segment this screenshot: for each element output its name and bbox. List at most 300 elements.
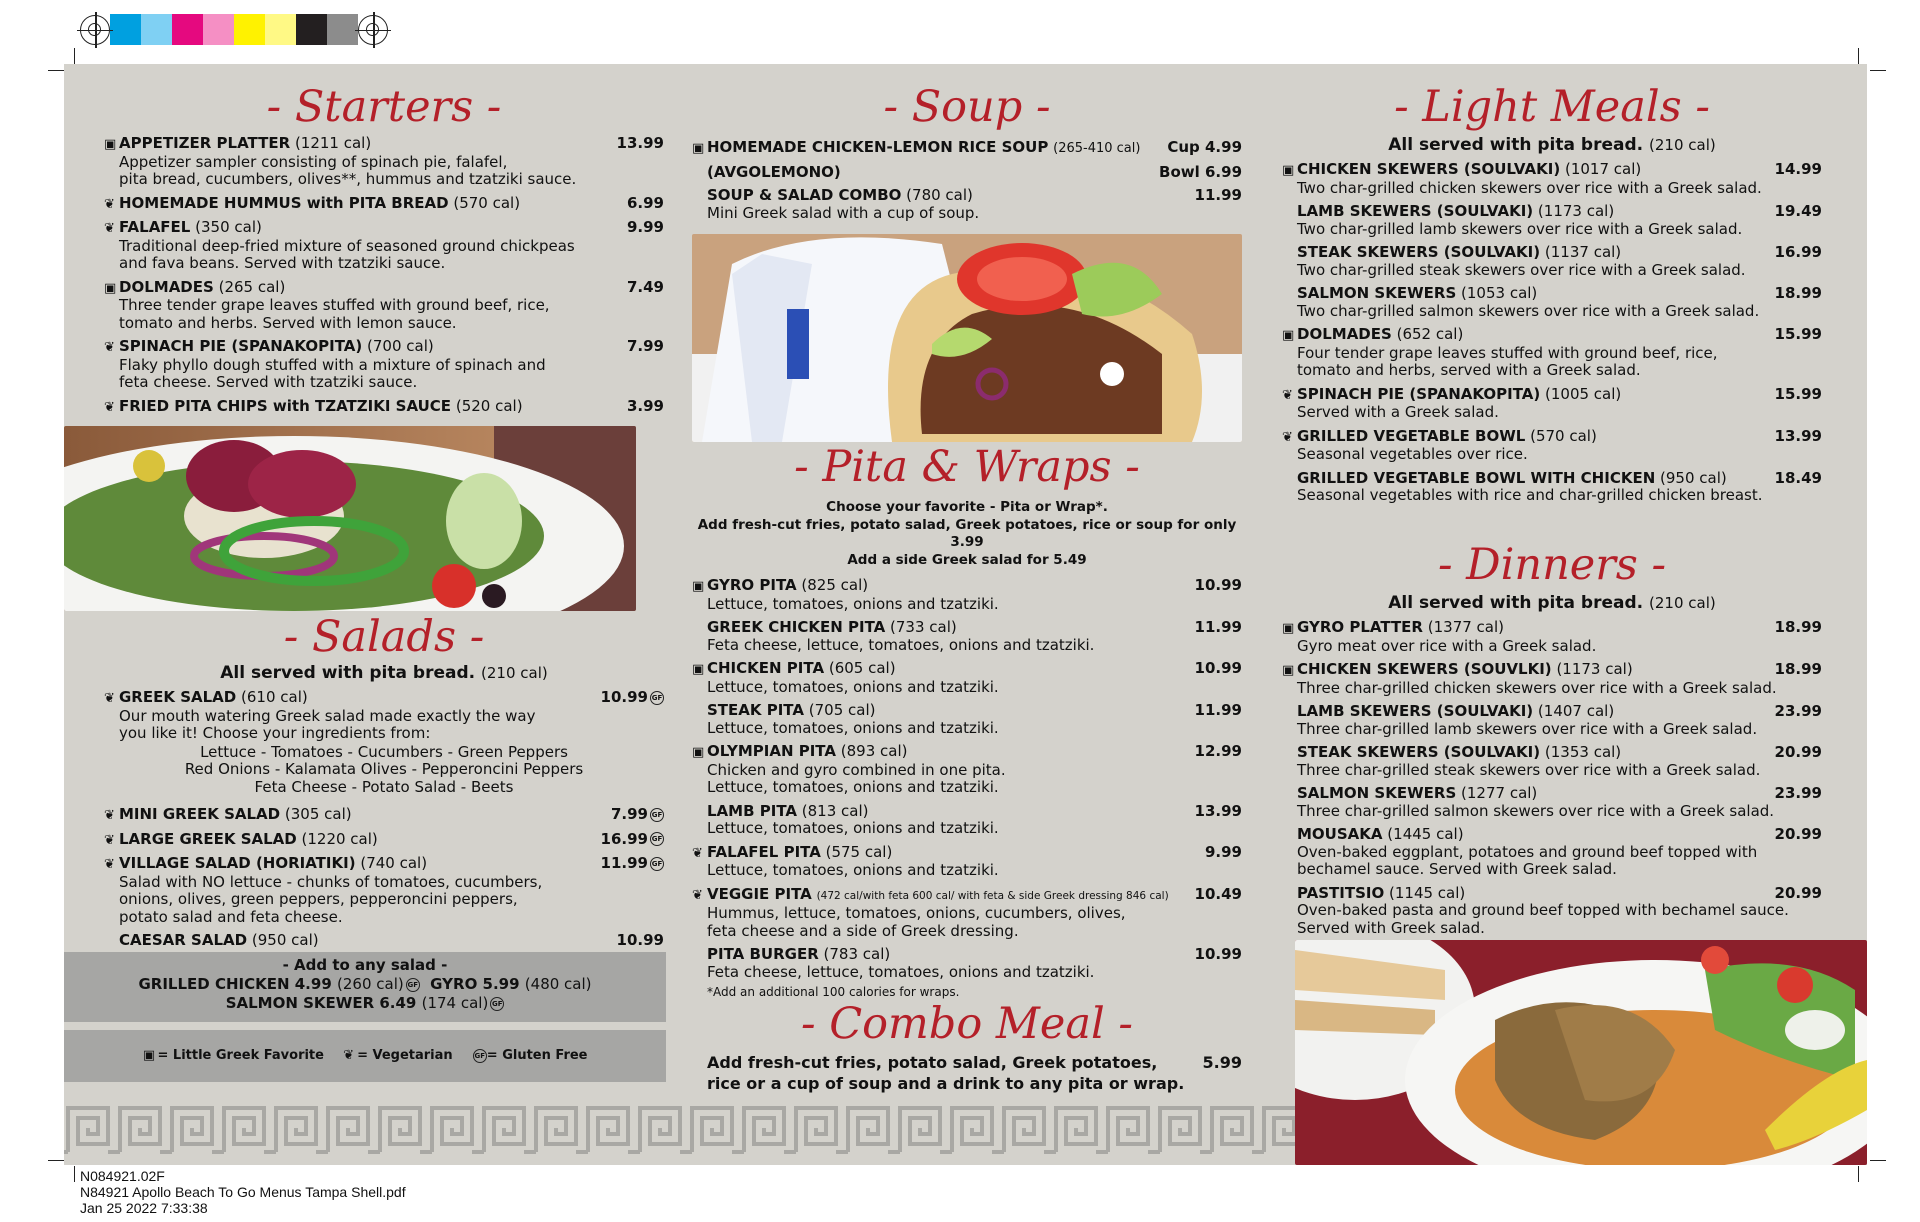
item-desc <box>1282 303 1822 321</box>
item-desc-line: Appetizer sampler consisting of spinach pie, falafel, <box>119 152 508 171</box>
color-swatch <box>265 14 296 45</box>
menu-item <box>104 279 664 333</box>
item-cal: (950 cal) <box>251 931 319 949</box>
item-desc <box>692 637 1242 655</box>
item-desc-line: Lettuce, tomatoes, onions and tzatziki. <box>707 718 999 737</box>
item-desc <box>104 708 664 743</box>
menu-item <box>692 660 1242 696</box>
color-swatch <box>327 14 358 45</box>
item-price <box>627 219 664 237</box>
favorite-icon: ▣ <box>692 141 705 156</box>
item-name: LAMB SKEWERS (SOULVAKI) <box>1297 202 1534 220</box>
menu-item <box>104 195 664 214</box>
gluten-free-icon: GF <box>406 978 420 992</box>
item-name: DOLMADES <box>119 277 214 296</box>
item-price <box>1775 661 1822 679</box>
item-desc <box>1282 221 1822 239</box>
menu-item <box>1282 703 1822 738</box>
item-desc <box>692 679 1242 697</box>
item-cal: (520 cal) <box>455 396 523 415</box>
wraps-intro-line: Add a side Greek salad for 5.49 <box>847 551 1087 568</box>
item-desc-line: Feta cheese, lettuce, tomatoes, onions and tzatziki. <box>707 635 1095 654</box>
item-name: FRIED PITA CHIPS with TZATZIKI SAUCE <box>119 396 452 415</box>
salad-photo <box>64 426 636 611</box>
item-price-value: 20.99 <box>1774 883 1822 902</box>
light-meals-subtitle <box>1282 135 1822 155</box>
item-price <box>601 831 664 849</box>
crop-mark <box>1858 1166 1859 1182</box>
leaf-icon: ❦ <box>104 832 115 848</box>
item-price <box>601 689 664 707</box>
starters-list <box>104 135 664 416</box>
item-name: SPINACH PIE (SPANAKOPITA) <box>1297 384 1541 403</box>
item-desc-line: onions, olives, green peppers, pepperoncini peppers, <box>119 890 518 908</box>
item-desc-line: tomato and herbs. Served with lemon sauce. <box>119 313 457 332</box>
item-name: CHICKEN PITA <box>707 659 825 677</box>
salad-addon-box <box>64 952 666 1022</box>
menu-sheet <box>64 64 1867 1165</box>
menu-item <box>104 932 664 950</box>
leaf-icon: ❦ <box>104 196 115 212</box>
item-desc-line: Lettuce, tomatoes, onions and tzatziki. <box>707 861 999 879</box>
item-name: APPETIZER PLATTER <box>119 134 291 152</box>
item-desc <box>1282 180 1822 198</box>
item-desc-line: potato salad and feta cheese. <box>119 907 343 926</box>
item-name: VEGGIE PITA <box>707 884 812 903</box>
menu-item <box>1282 470 1822 505</box>
dinners-heading: - Dinners - <box>1437 540 1667 590</box>
item-cal: (705 cal) <box>808 701 876 719</box>
favorite-icon: ▣ <box>692 662 705 677</box>
crop-mark <box>48 1160 64 1161</box>
footer-job-number: N084921.02F <box>80 1168 165 1184</box>
item-price-value: 7.99 <box>626 337 664 355</box>
item-price <box>1775 744 1822 762</box>
item-price-value: 10.99 <box>1194 576 1242 594</box>
wraps-intro <box>692 499 1242 569</box>
print-footer <box>80 1168 406 1216</box>
salad-ingredients <box>104 744 664 797</box>
item-cal: (1173 cal) <box>1537 202 1615 220</box>
color-swatch <box>110 14 141 45</box>
item-price-value: 6.99 <box>626 193 664 212</box>
item-desc <box>692 964 1242 982</box>
item-desc-line: you like it! Choose your ingredients from: <box>119 724 431 742</box>
item-desc <box>104 874 664 927</box>
leaf-icon: ❦ <box>1282 387 1293 403</box>
item-desc <box>692 720 1242 738</box>
item-price <box>1775 826 1822 844</box>
menu-item <box>1282 661 1822 697</box>
item-desc-line: feta cheese. Served with tzatziki sauce. <box>119 373 418 391</box>
crop-mark <box>74 1166 75 1182</box>
light-meals-heading: - Light Meals - <box>1394 82 1710 132</box>
color-swatch <box>141 14 172 45</box>
item-price-value: 13.99 <box>1194 801 1242 820</box>
favorite-icon: ▣ <box>692 579 705 594</box>
item-price <box>1775 470 1822 488</box>
item-desc-line: pita bread, cucumbers, olives**, hummus and tzatziki sauce. <box>119 170 577 188</box>
item-desc-line: Three char-grilled salmon skewers over rice with a Greek salad. <box>1297 801 1775 820</box>
item-desc-line: Flaky phyllo dough stuffed with a mixture of spinach and <box>119 355 546 374</box>
item-cal: (1053 cal) <box>1461 284 1538 302</box>
item-cal: (1017 cal) <box>1564 160 1642 178</box>
item-desc-line: Gyro meat over rice with a Greek salad. <box>1297 636 1597 655</box>
salads-sub-cal: (210 cal) <box>481 664 548 682</box>
item-desc <box>104 238 664 273</box>
item-name: STEAK SKEWERS (SOULVAKI) <box>1297 743 1541 761</box>
item-price-value: 12.99 <box>1194 742 1242 760</box>
item-cal: (1137 cal) <box>1544 243 1622 261</box>
item-cal: (605 cal) <box>828 659 896 677</box>
favorite-icon: ▣ <box>142 1048 156 1063</box>
light-sub-cal: (210 cal) <box>1649 136 1716 154</box>
item-name: VILLAGE SALAD (HORIATIKI) <box>119 854 356 872</box>
item-desc-line: Seasonal vegetables with rice and char-grilled chicken breast. <box>1297 486 1763 504</box>
item-name: MOUSAKA <box>1297 825 1383 843</box>
menu-item <box>1282 203 1822 238</box>
addon-line <box>64 994 666 1013</box>
item-desc <box>1282 638 1822 656</box>
item-name: SALMON SKEWERS <box>1297 284 1457 302</box>
item-price-value: 18.99 <box>1774 618 1822 636</box>
item-price <box>1195 743 1242 761</box>
item-cal: (950 cal) <box>1660 468 1727 487</box>
color-swatch <box>296 14 327 45</box>
item-price-value: 7.49 <box>626 277 664 296</box>
leaf-icon: ❦ <box>104 340 115 355</box>
item-name: SPINACH PIE (SPANAKOPITA) <box>119 337 363 355</box>
item-desc <box>1282 404 1822 422</box>
item-price <box>1195 702 1242 720</box>
menu-item-greek-salad <box>104 689 664 796</box>
menu-item <box>1282 619 1822 655</box>
menu-item <box>104 855 664 926</box>
item-price-value: 11.99 <box>1194 618 1242 636</box>
gluten-free-icon: GF <box>650 691 664 705</box>
item-desc <box>1282 803 1822 821</box>
color-swatch <box>203 14 234 45</box>
item-price <box>617 135 664 153</box>
item-desc-line: Seasonal vegetables over rice. <box>1297 445 1528 463</box>
item-price: Cup 4.99 <box>1167 138 1242 156</box>
salad-image <box>64 426 636 611</box>
item-desc <box>692 762 1242 797</box>
item-price <box>1195 803 1242 821</box>
item-desc-line: Two char-grilled lamb skewers over rice with a Greek salad. <box>1297 219 1743 238</box>
crop-mark <box>74 48 75 64</box>
crop-mark <box>48 70 64 71</box>
item-cal: (265 cal) <box>218 277 286 296</box>
item-desc <box>1282 262 1822 280</box>
item-desc-line: Three char-grilled lamb skewers over rice with a Greek salad. <box>1297 719 1758 738</box>
crop-mark <box>1858 48 1859 64</box>
salads-list <box>104 806 664 950</box>
color-swatch <box>234 14 265 45</box>
item-price <box>627 338 664 356</box>
dinners-sub-cal: (210 cal) <box>1649 594 1716 612</box>
item-price-value: 10.49 <box>1194 884 1242 903</box>
item-desc <box>1282 487 1822 505</box>
menu-item <box>1282 244 1822 279</box>
item-price: 11.99 <box>1194 186 1242 204</box>
item-price <box>1775 785 1822 803</box>
item-name: CAESAR SALAD <box>119 931 248 949</box>
item-name: LAMB SKEWERS (SOULVAKI) <box>1297 702 1534 720</box>
menu-item <box>104 398 664 417</box>
item-price-value: 14.99 <box>1774 160 1822 178</box>
legend-vegetarian: = Vegetarian <box>357 1048 453 1063</box>
dinners-list <box>1282 619 1822 937</box>
item-price-value: 9.99 <box>1204 842 1242 861</box>
item-desc-line: Oven-baked pasta and ground beef topped with bechamel sauce. <box>1297 901 1789 919</box>
item-name: MINI GREEK SALAD <box>119 805 281 823</box>
item-cal: (1173 cal) <box>1556 660 1633 678</box>
item-cal: (350 cal) <box>195 218 262 236</box>
item-desc <box>1282 902 1822 937</box>
item-price <box>1775 386 1822 404</box>
item-price <box>1195 660 1242 678</box>
item-price-value: 3.99 <box>626 396 664 415</box>
item-price-value: 10.99 <box>616 931 664 949</box>
dinners-subtitle <box>1282 593 1822 613</box>
leaf-icon: ❦ <box>104 691 115 706</box>
item-name: CHICKEN SKEWERS (SOULVAKI) <box>1297 160 1561 178</box>
item-desc <box>1282 762 1822 780</box>
item-desc-line: bechamel sauce. Served with Greek salad. <box>1297 860 1617 878</box>
menu-item <box>1282 785 1822 820</box>
favorite-icon: ▣ <box>1282 163 1295 178</box>
item-name: GYRO PLATTER <box>1297 618 1423 636</box>
item-desc: Mini Greek salad with a cup of soup. <box>707 203 980 222</box>
item-desc-line: Chicken and gyro combined in one pita. <box>707 760 1006 779</box>
salads-subtitle <box>104 663 664 683</box>
menu-item <box>1282 428 1822 464</box>
ingredients-line: Lettuce - Tomatoes - Cucumbers - Green Peppers <box>200 742 568 761</box>
leaf-icon: ❦ <box>692 887 703 903</box>
item-price-value: 16.99 <box>1774 243 1822 261</box>
skewers-image <box>1295 940 1867 1165</box>
addon-gyro: GYRO 5.99 <box>430 975 520 993</box>
item-price <box>1775 326 1822 344</box>
item-cal: (813 cal) <box>801 801 869 820</box>
registration-mark-icon <box>80 15 110 45</box>
menu-item <box>104 219 664 273</box>
item-cal: (783 cal) <box>823 945 891 963</box>
crop-mark <box>1870 70 1886 71</box>
item-desc-line: Hummus, lettuce, tomatoes, onions, cucumbers, olives, <box>707 904 1126 922</box>
item-price <box>1195 886 1242 904</box>
menu-item <box>104 135 664 189</box>
item-price <box>1775 203 1822 221</box>
wraps-note: *Add an additional 100 calories for wraps. <box>707 985 960 999</box>
item-price <box>627 279 664 297</box>
favorite-icon: ▣ <box>104 137 117 152</box>
greek-key-border <box>64 1100 1300 1160</box>
item-name: FALAFEL PITA <box>707 842 821 861</box>
item-name: GYRO PITA <box>707 576 797 594</box>
item-desc-line: Two char-grilled steak skewers over rice with a Greek salad. <box>1297 260 1746 279</box>
wraps-intro-line: Choose your favorite - Pita or Wrap*. <box>826 499 1108 515</box>
salads-heading: - Salads - <box>283 612 485 662</box>
item-name: FALAFEL <box>119 218 191 236</box>
item-name: GRILLED VEGETABLE BOWL <box>1297 426 1526 445</box>
item-cal: (733 cal) <box>890 618 957 636</box>
menu-item <box>1282 826 1822 879</box>
menu-item <box>692 577 1242 613</box>
addon-gyro-cal: (480 cal) <box>524 975 592 993</box>
combo-price: 5.99 <box>1202 1053 1242 1072</box>
item-cal: (305 cal) <box>284 805 352 823</box>
item-desc-line: and fava beans. Served with tzatziki sauce. <box>119 254 446 272</box>
item-cal: (780 cal) <box>906 186 973 204</box>
menu-item <box>104 831 664 850</box>
menu-item <box>1282 326 1822 380</box>
menu-item-soup-salad-combo <box>692 187 1242 222</box>
item-price-value: 10.99 <box>1194 945 1242 963</box>
leaf-icon: ❦ <box>104 857 115 872</box>
item-cal: (1407 cal) <box>1537 702 1615 720</box>
item-price <box>617 932 664 950</box>
item-desc-line: Oven-baked eggplant, potatoes and ground beef topped with <box>1297 842 1758 861</box>
wraps-list <box>692 577 1242 981</box>
item-desc-line: Two char-grilled salmon skewers over rice with a Greek salad. <box>1297 301 1760 320</box>
item-name: STEAK PITA <box>707 701 804 719</box>
ingredients-line: Red Onions - Kalamata Olives - Pepperoncini Peppers <box>184 760 584 778</box>
item-cal: (1377 cal) <box>1427 618 1505 636</box>
item-desc-line: Three char-grilled chicken skewers over rice with a Greek salad. <box>1297 678 1777 697</box>
item-desc <box>692 905 1242 940</box>
item-name: PITA BURGER <box>707 945 819 963</box>
favorite-icon: ▣ <box>1282 621 1295 636</box>
item-cal: (1277 cal) <box>1461 784 1538 802</box>
leaf-icon: ❦ <box>104 808 115 823</box>
item-desc <box>1282 345 1822 380</box>
item-cal: (1353 cal) <box>1544 743 1622 761</box>
skewers-plate-photo <box>1295 940 1867 1165</box>
item-price <box>1195 946 1242 964</box>
item-price-value: 18.99 <box>1774 284 1822 302</box>
item-cal: (1005 cal) <box>1545 384 1622 403</box>
item-price-value: 9.99 <box>626 218 664 236</box>
favorite-icon: ▣ <box>1282 328 1295 343</box>
item-price-value: 11.99 <box>600 854 648 872</box>
item-desc-line: Lettuce, tomatoes, onions and tzatziki. <box>707 594 999 613</box>
item-name: SOUP & SALAD COMBO <box>707 186 902 204</box>
item-price <box>601 855 664 873</box>
item-cal: (700 cal) <box>367 337 434 355</box>
leaf-icon: ❦ <box>1282 429 1293 445</box>
item-name: CHICKEN SKEWERS (SOUVLKI) <box>1297 660 1552 678</box>
item-cal: (610 cal) <box>241 688 308 706</box>
footer-file-name: N84921 Apollo Beach To Go Menus Tampa Shell.pdf <box>80 1184 406 1200</box>
item-price-value: 10.99 <box>600 688 648 706</box>
menu-item <box>692 743 1242 797</box>
item-desc-line: tomato and herbs, served with a Greek salad. <box>1297 361 1641 379</box>
menu-item <box>692 803 1242 838</box>
item-price <box>1775 885 1822 903</box>
menu-item <box>104 806 664 825</box>
combo-line: rice or a cup of soup and a drink to any pita or wrap. <box>707 1074 1185 1093</box>
addon-title: - Add to any salad - <box>282 956 448 974</box>
gluten-free-icon: GF <box>650 808 664 822</box>
gyro-photo <box>692 234 1242 442</box>
menu-item <box>692 619 1242 654</box>
printer-color-bar <box>80 14 388 45</box>
wraps-intro-line: Add fresh-cut fries, potato salad, Greek potatoes, rice or soup for only 3.99 <box>697 516 1237 550</box>
light-meals-list <box>1282 161 1822 505</box>
item-name: SALMON SKEWERS <box>1297 784 1457 802</box>
item-price-value: 18.99 <box>1774 660 1822 678</box>
item-price <box>1775 619 1822 637</box>
item-name: DOLMADES <box>1297 325 1392 343</box>
item-price-value: 18.49 <box>1774 468 1822 487</box>
leaf-icon: ❦ <box>343 1048 355 1063</box>
item-name: (AVGOLEMONO) <box>707 162 841 181</box>
favorite-icon: ▣ <box>104 280 117 296</box>
item-name: GREEK CHICKEN PITA <box>707 618 886 636</box>
item-price: Bowl 6.99 <box>1159 162 1242 181</box>
item-name: OLYMPIAN PITA <box>707 742 836 760</box>
item-price-value: 7.99 <box>610 805 648 823</box>
greek-key-pattern <box>64 1100 1300 1160</box>
item-cal: (1145 cal) <box>1389 883 1466 902</box>
item-price <box>1195 619 1242 637</box>
item-desc-line: Feta cheese, lettuce, tomatoes, onions and tzatziki. <box>707 962 1095 981</box>
starters-heading: - Starters - <box>266 82 502 132</box>
salads-sub-text: All served with pita bread. <box>220 663 476 683</box>
item-price-value: 13.99 <box>1774 426 1822 445</box>
item-price <box>1775 161 1822 179</box>
combo-meal-heading: - Combo Meal - <box>801 999 1133 1049</box>
item-cal: (570 cal) <box>1530 426 1597 445</box>
gluten-free-icon: GF <box>650 832 664 846</box>
item-price-value: 20.99 <box>1774 743 1822 761</box>
item-desc <box>1282 680 1822 698</box>
item-cal: (575 cal) <box>825 842 893 861</box>
item-name: PASTITSIO <box>1297 883 1385 902</box>
item-cal: (472 cal/with feta 600 cal/ with feta & side Greek dressing 846 cal) <box>816 889 1169 902</box>
item-price-value: 13.99 <box>616 134 664 152</box>
ingredients-line: Feta Cheese - Potato Salad - Beets <box>254 777 514 796</box>
item-cal: (1220 cal) <box>301 829 378 848</box>
item-price <box>1195 577 1242 595</box>
item-cal: (265-410 cal) <box>1053 141 1141 156</box>
item-desc-line: Lettuce, tomatoes, onions and tzatziki. <box>707 677 999 696</box>
soup-heading: - Soup - <box>883 82 1051 132</box>
item-cal: (893 cal) <box>840 742 908 760</box>
addon-salmon-cal: (174 cal) <box>421 994 489 1012</box>
item-price <box>1205 844 1242 862</box>
addon-line <box>64 975 666 994</box>
item-desc-line: Salad with NO lettuce - chunks of tomatoes, cucumbers, <box>119 872 543 891</box>
pita-wraps-heading: - Pita & Wraps - <box>794 442 1140 492</box>
addon-chicken: GRILLED CHICKEN 4.99 <box>138 975 332 993</box>
menu-item <box>692 886 1242 941</box>
menu-item-soup <box>692 139 1242 158</box>
item-price <box>1775 244 1822 262</box>
leaf-icon: ❦ <box>692 845 703 861</box>
gluten-free-icon: GF <box>473 1049 487 1063</box>
item-name: HOMEMADE CHICKEN-LEMON RICE SOUP <box>707 138 1049 156</box>
addon-chicken-cal: (260 cal) <box>337 975 404 993</box>
legend-gluten-free: = Gluten Free <box>486 1048 588 1063</box>
item-cal: (652 cal) <box>1396 325 1464 343</box>
item-price <box>1775 428 1822 446</box>
light-sub-text: All served with pita bread. <box>1388 135 1644 155</box>
registration-mark-icon <box>358 15 388 45</box>
color-swatch <box>172 14 203 45</box>
